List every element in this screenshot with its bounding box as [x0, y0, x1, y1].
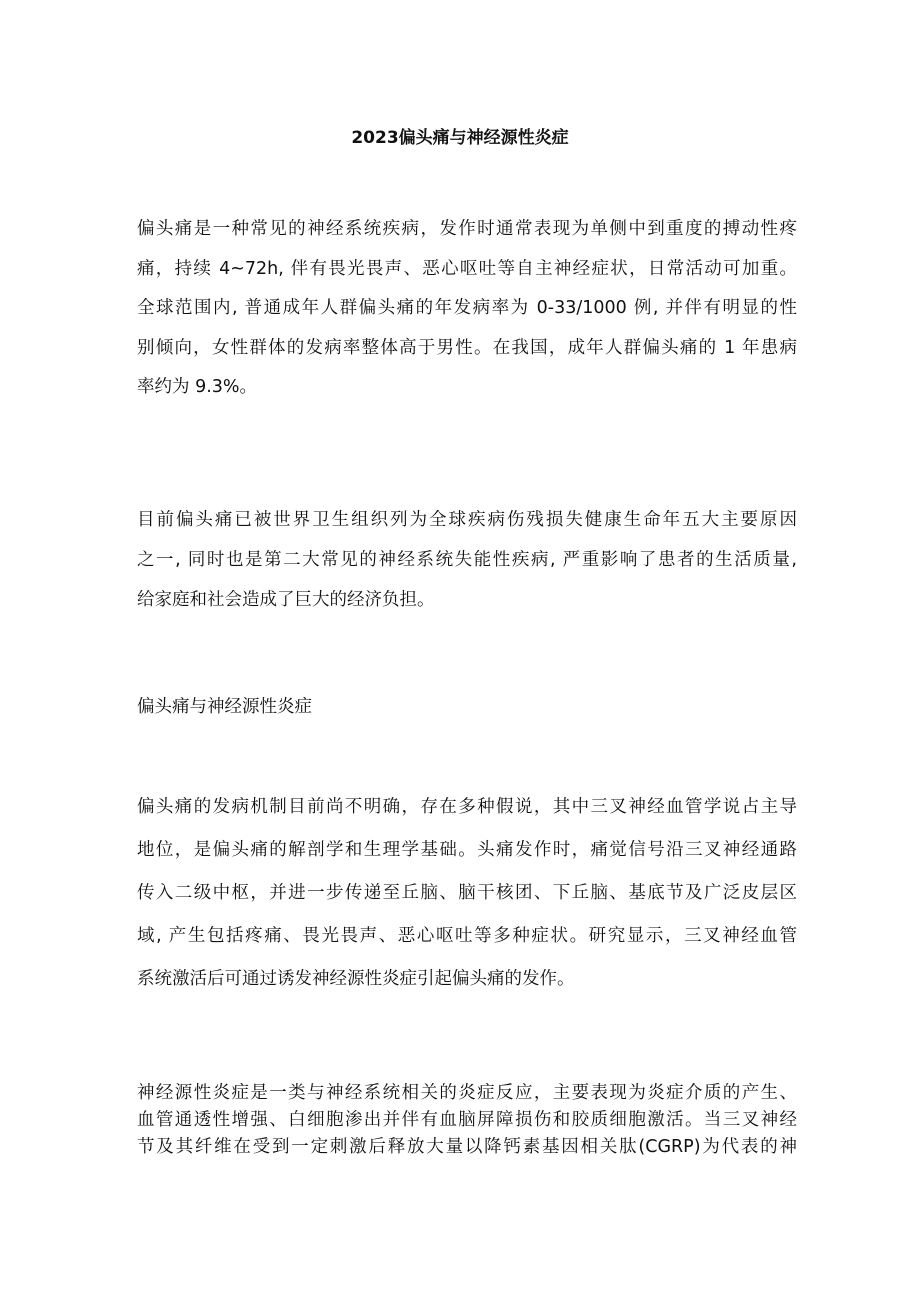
text-line: 给家庭和社会造成了巨大的经济负担。 — [137, 590, 435, 610]
paragraph-neurogenic-inflammation — [137, 1080, 797, 1161]
paragraph-intro — [137, 210, 797, 408]
text-line: 神经源性炎症是一类与神经系统相关的炎症反应，主要表现为炎症介质的产生、 — [137, 1083, 797, 1103]
text-line: 率约为 9.3%。 — [137, 377, 258, 398]
text-line: 偏头痛是一种常见的神经系统疾病，发作时通常表现为单侧中到重度的搏动性疼 — [137, 219, 797, 239]
text-line: 之一, 同时也是第二大常见的神经系统失能性疾病, 严重影响了患者的生活质量, — [137, 550, 797, 570]
text-line: 系统激活后可通过诱发神经源性炎症引起偏头痛的发作。 — [137, 969, 575, 989]
text-line: 域, 产生包括疼痛、畏光畏声、恶心呕吐等多种症状。研究显示，三叉神经血管 — [137, 926, 797, 946]
text-line: 偏头痛的发病机制目前尚不明确，存在多种假说，其中三叉神经血管学说占主导 — [137, 797, 797, 817]
text-line: 节及其纤维在受到一定刺激后释放大量以降钙素基因相关肽(CGRP)为代表的神 — [137, 1137, 797, 1157]
text-line: 地位，是偏头痛的解剖学和生理学基础。头痛发作时，痛觉信号沿三叉神经通路 — [137, 840, 797, 860]
text-line: 血管通透性增强、白细胞渗出并伴有血脑屏障损伤和胶质细胞激活。当三叉神经 — [137, 1110, 797, 1130]
text-line: 目前偏头痛已被世界卫生组织列为全球疾病伤残损失健康生命年五大主要原因 — [137, 510, 797, 530]
text-line: 痛，持续 4~72h, 伴有畏光畏声、恶心呕吐等自主神经症状，日常活动可加重。 — [137, 258, 797, 279]
paragraph-mechanism — [137, 786, 797, 1001]
paragraph-burden — [137, 500, 797, 620]
section-heading: 偏头痛与神经源性炎症 — [137, 697, 312, 717]
document-title: 2023偏头痛与神经源性炎症 — [351, 128, 569, 148]
text-line: 全球范围内, 普通成年人群偏头痛的年发病率为 0-33/1000 例, 并伴有明显的性 — [137, 298, 797, 319]
text-line: 传入二级中枢，并进一步传递至丘脑、脑干核团、下丘脑、基底节及广泛皮层区 — [137, 883, 797, 903]
text-line: 别倾向，女性群体的发病率整体高于男性。在我国，成年人群偏头痛的 1 年患病 — [137, 337, 797, 358]
